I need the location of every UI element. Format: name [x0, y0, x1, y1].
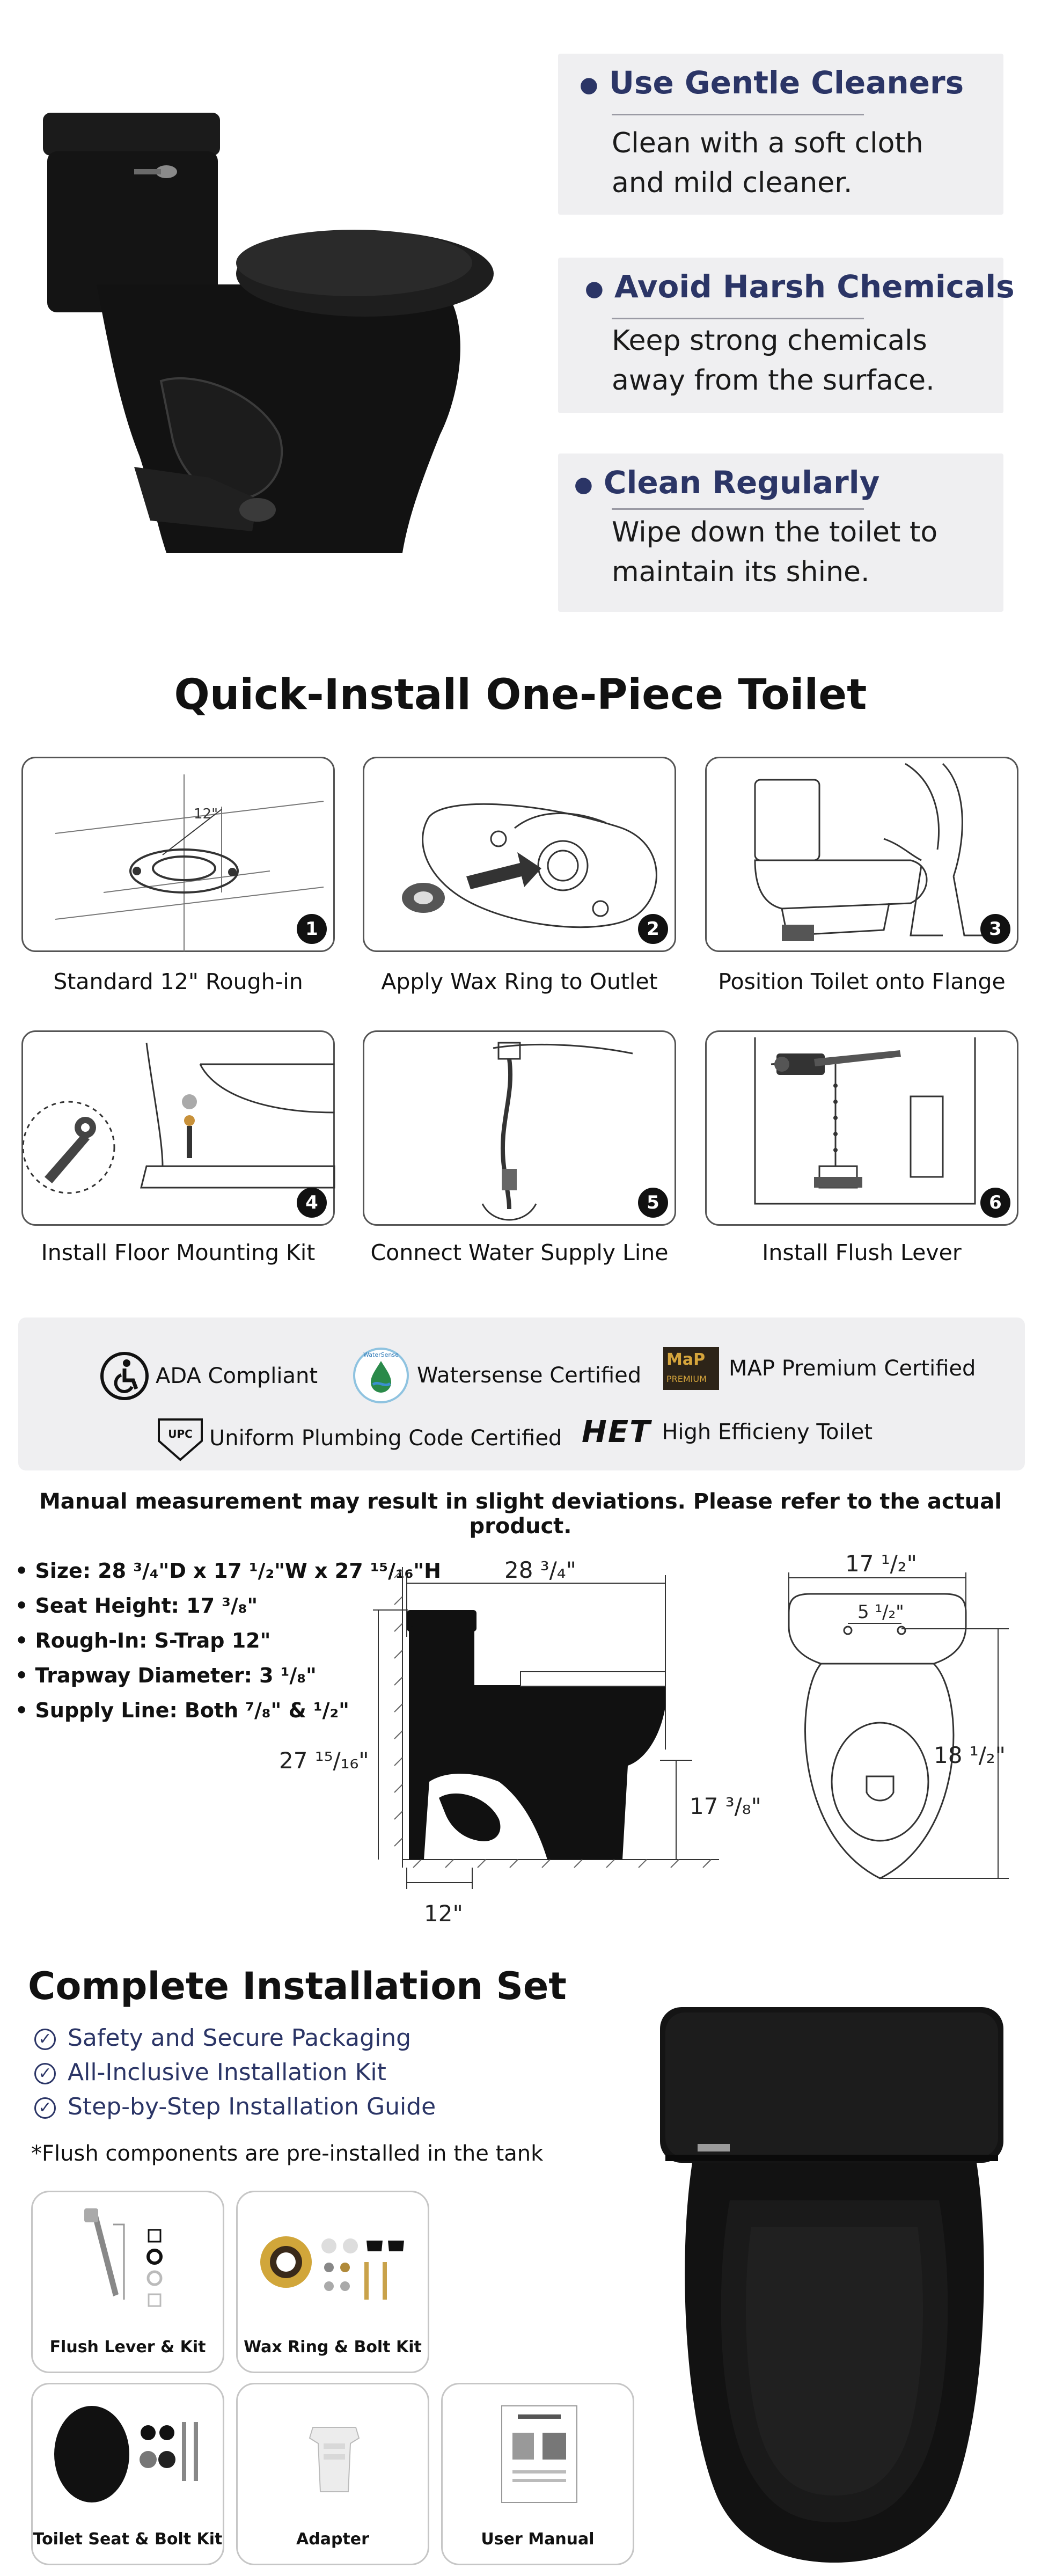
- spec-trapway: • Trapway Diameter: 3 ¹/₈": [15, 1664, 317, 1687]
- bullet-icon: •: [15, 1629, 35, 1652]
- step-card-1: [21, 757, 335, 952]
- tip-body: Clean with a soft cloth and mild cleaner.: [612, 127, 923, 199]
- kit-card-wax-ring: [236, 2191, 429, 2373]
- kit-label: User Manual: [481, 2530, 595, 2549]
- cert-watersense: WaterSense Watersense Certified: [351, 1346, 641, 1405]
- kit-card-adapter: [236, 2383, 429, 2565]
- het-icon: HET: [582, 1415, 651, 1450]
- step-number-badge: 3: [980, 914, 1010, 944]
- supply-line-diagram: [364, 1032, 678, 1227]
- spec-rough-in: • Rough-In: S-Trap 12": [15, 1629, 271, 1652]
- kit-card-user-manual: [441, 2383, 634, 2565]
- step-caption-1: Standard 12" Rough-in: [53, 969, 303, 994]
- rough-in-label: 12": [194, 806, 218, 822]
- divider: [612, 318, 864, 319]
- tip-card-gentle-cleaners: [558, 54, 1003, 215]
- watersense-icon: WaterSense: [351, 1346, 410, 1405]
- step-caption-3: Position Toilet onto Flange: [718, 969, 1006, 994]
- step-caption-2: Apply Wax Ring to Outlet: [381, 969, 658, 994]
- cert-het: HET High Efficieny Toilet: [582, 1415, 873, 1450]
- check-item-packaging: ✓ Safety and Secure Packaging: [34, 2024, 411, 2052]
- step-caption-5: Connect Water Supply Line: [370, 1240, 669, 1265]
- tip-title: ● Use Gentle Cleaners: [580, 64, 964, 101]
- depth-label: 28 ³/₄": [504, 1557, 576, 1583]
- step-number-badge: 1: [297, 914, 327, 944]
- map-premium-icon: MaP PREMIUM: [663, 1347, 719, 1390]
- measurement-note: Manual measurement may result in slight deviations. Please refer to the actual product.: [39, 1489, 1002, 1539]
- bullet-icon: •: [15, 1664, 35, 1687]
- divider: [612, 114, 864, 115]
- bowl-length-label: 18 ¹/₂": [934, 1742, 1006, 1768]
- check-icon: ✓: [34, 2029, 56, 2050]
- seat-height-label: 17 ³/₈": [690, 1793, 761, 1819]
- flush-components-note: *Flush components are pre-installed in the tank: [31, 2141, 544, 2166]
- spec-size: • Size: 28 ³/₄"D x 17 ¹/₂"W x 27 ¹⁵/₁₆"H: [15, 1559, 441, 1583]
- kit-label: Flush Lever & Kit: [49, 2338, 206, 2357]
- kit-card-flush-lever: [31, 2191, 224, 2373]
- toilet-top-view-image: [649, 2002, 1020, 2565]
- tip-title: ● Avoid Harsh Chemicals: [585, 268, 1015, 305]
- step-card-6: [705, 1030, 1018, 1226]
- step-caption-6: Install Flush Lever: [762, 1240, 962, 1265]
- adapter-icon: [238, 2384, 431, 2524]
- tip-body: Wipe down the toilet to maintain its shine.: [612, 516, 938, 588]
- flush-lever-diagram: [707, 1032, 1020, 1227]
- cert-upc: UPC Uniform Plumbing Code Certified: [153, 1411, 562, 1465]
- divider: [612, 508, 864, 510]
- kit-label: Wax Ring & Bolt Kit: [244, 2338, 422, 2357]
- check-item-kit: ✓ All-Inclusive Installation Kit: [34, 2059, 386, 2086]
- check-icon: ✓: [34, 2063, 56, 2084]
- toilet-seat-kit-icon: [33, 2384, 226, 2524]
- kit-label: Toilet Seat & Bolt Kit: [33, 2530, 223, 2549]
- position-toilet-diagram: [707, 758, 1020, 954]
- set-section-title: Complete Installation Set: [28, 1964, 567, 2008]
- bullet-icon: ●: [580, 72, 598, 97]
- spec-seat-height: • Seat Height: 17 ³/₈": [15, 1594, 258, 1618]
- kit-label: Adapter: [296, 2530, 369, 2549]
- wax-ring-kit-icon: [238, 2192, 431, 2332]
- bullet-icon: ●: [574, 472, 593, 497]
- tip-card-clean-regularly: [558, 453, 1003, 612]
- rough-in-dim-label: 12": [424, 1900, 463, 1927]
- tip-title: ● Clean Regularly: [574, 464, 880, 501]
- tip-body: Keep strong chemicals away from the surface.: [612, 325, 935, 397]
- step-caption-4: Install Floor Mounting Kit: [41, 1240, 316, 1265]
- step-number-badge: 5: [638, 1188, 668, 1218]
- spec-supply-line: • Supply Line: Both ⁷/₈" & ¹/₂": [15, 1699, 349, 1722]
- kit-card-toilet-seat: [31, 2383, 224, 2565]
- bolt-spacing-label: 5 ¹/₂": [857, 1601, 904, 1623]
- accessibility-icon: [100, 1351, 149, 1401]
- install-section-title: Quick-Install One-Piece Toilet: [174, 671, 867, 719]
- tip-card-avoid-harsh-chemicals: [558, 258, 1015, 413]
- step-number-badge: 6: [980, 1188, 1010, 1218]
- upc-icon: UPC: [153, 1411, 207, 1465]
- step-number-badge: 4: [297, 1188, 327, 1218]
- side-dimension-drawing: [268, 1546, 761, 1932]
- bullet-icon: ●: [585, 276, 604, 301]
- flush-lever-kit-icon: [33, 2192, 226, 2332]
- top-dimension-drawing: [773, 1550, 1025, 1911]
- cert-map-premium: MaP PREMIUM MAP Premium Certified: [663, 1347, 976, 1390]
- step-card-4: [21, 1030, 335, 1226]
- step-card-2: [363, 757, 676, 952]
- width-label: 17 ¹/₂": [845, 1550, 917, 1577]
- bullet-icon: •: [15, 1699, 35, 1722]
- step-card-3: [705, 757, 1018, 952]
- user-manual-icon: [443, 2384, 636, 2524]
- bullet-icon: •: [15, 1594, 35, 1618]
- cert-ada: ADA Compliant: [100, 1351, 318, 1401]
- floor-mount-diagram: [23, 1032, 336, 1227]
- wax-ring-diagram: [364, 758, 678, 954]
- rough-in-diagram: [23, 758, 336, 954]
- check-item-guide: ✓ Step-by-Step Installation Guide: [34, 2093, 436, 2120]
- step-number-badge: 2: [638, 914, 668, 944]
- step-card-5: [363, 1030, 676, 1226]
- bullet-icon: •: [15, 1559, 35, 1583]
- check-icon: ✓: [34, 2097, 56, 2119]
- height-label: 27 ¹⁵/₁₆": [279, 1747, 369, 1774]
- hero-toilet-image: [32, 91, 515, 596]
